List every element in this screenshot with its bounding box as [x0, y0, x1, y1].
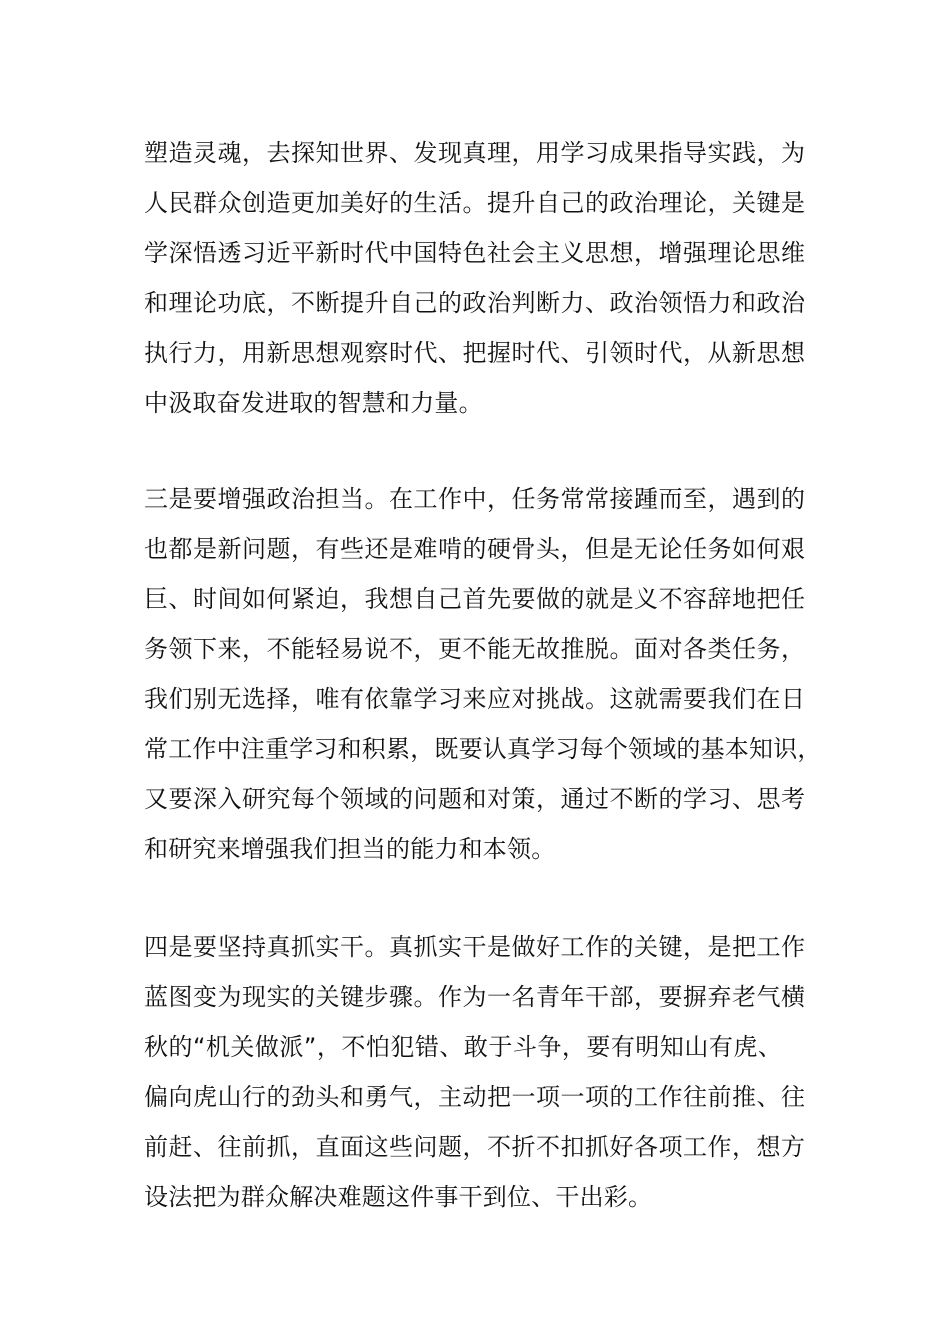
text-line: 我们别无选择，唯有依靠学习来应对挑战。这就需要我们在日: [144, 685, 806, 713]
text-line: 偏向虎山行的劲头和勇气，主动把一项一项的工作往前推、往: [144, 1083, 806, 1111]
text-line: 中汲取奋发进取的智慧和力量。: [144, 389, 483, 417]
text-line: 秋的“机关做派”，不怕犯错、敢于斗争，要有明知山有虎、: [144, 1033, 783, 1061]
text-line: 塑造灵魂，去探知世界、发现真理，用学习成果指导实践，为: [144, 139, 806, 167]
text-line: 学深悟透习近平新时代中国特色社会主义思想，增强理论思维: [144, 239, 806, 267]
text-line: 执行力，用新思想观察时代、把握时代、引领时代，从新思想: [144, 339, 806, 367]
paragraph-3: [144, 922, 824, 1222]
text-line: 又要深入研究每个领域的问题和对策，通过不断的学习、思考: [144, 785, 806, 813]
text-line: 三是要增强政治担当。在工作中，任务常常接踵而至，遇到的: [144, 485, 806, 513]
paragraph-1: [144, 128, 824, 428]
text-line: 蓝图变为现实的关键步骤。作为一名青年干部，要摒弃老气横: [144, 983, 806, 1011]
text-line: 人民群众创造更加美好的生活。提升自己的政治理论，关键是: [144, 189, 806, 217]
text-line: 设法把为群众解决难题这件事干到位、干出彩。: [144, 1183, 653, 1211]
text-line: 和理论功底，不断提升自己的政治判断力、政治领悟力和政治: [144, 289, 806, 317]
text-line: 也都是新问题，有些还是难啃的硬骨头，但是无论任务如何艰: [144, 535, 806, 563]
text-line: 和研究来增强我们担当的能力和本领。: [144, 835, 556, 863]
text-line: 常工作中注重学习和积累，既要认真学习每个领域的基本知识，: [144, 735, 822, 763]
text-line: 务领下来，不能轻易说不，更不能无故推脱。面对各类任务，: [144, 635, 806, 663]
text-line: 四是要坚持真抓实干。真抓实干是做好工作的关键，是把工作: [144, 933, 806, 961]
paragraph-2: [144, 474, 824, 874]
text-line: 巨、时间如何紧迫，我想自己首先要做的就是义不容辞地把任: [144, 585, 806, 613]
text-line: 前赶、往前抓，直面这些问题，不折不扣抓好各项工作，想方: [144, 1133, 806, 1161]
